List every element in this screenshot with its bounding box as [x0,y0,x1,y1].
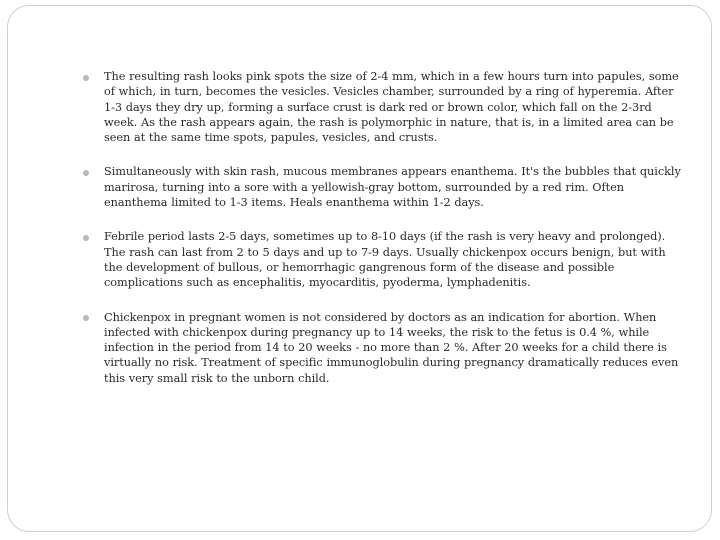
bullet-dot-icon [83,75,89,81]
bullet-list [83,69,687,386]
bullet-item-pregnancy [83,310,687,386]
slide-frame [7,5,712,532]
bullet-text: The resulting rash looks pink spots the size of 2-4 mm, which in a few hours turn into papules, some of which, in turn, becomes the vesicles. Vesicles chamber, surrounded by a ring of hyperemia. After 1-3 days they dry up, forming a surface crust is dark red or brown color, which fall on the 2-3rd week. As the rash appears again, the rash is polymorphic in nature, that is, in a limited area can be seen at the same time spots, papules, vesicles, and crusts. [104,70,679,145]
bullet-dot-icon [83,315,89,321]
bullet-text: Simultaneously with skin rash, mucous membranes appears enanthema. It's the bubbles that quickly marirosa, turning into a sore with a yellowish-gray bottom, surrounded by a red rim. Often enanthema limited to 1-3 items. Heals enanthema within 1-2 days. [104,165,681,210]
bullet-item-febrile-period [83,229,687,290]
bullet-item-rash [83,69,687,145]
bullet-text: Febrile period lasts 2-5 days, sometimes up to 8-10 days (if the rash is very heavy and prolonged). The rash can last from 2 to 5 days and up to 7-9 days. Usually chickenpox occurs benign, but with the development of bullous, or hemorrhagic gangrenous form of the disease and possible complications such as encephalitis, myocarditis, pyoderma, lymphadenitis. [104,230,666,290]
bullet-dot-icon [83,235,89,241]
bullet-text: Chickenpox in pregnant women is not considered by doctors as an indication for abortion. When infected with chickenpox during pregnancy up to 14 weeks, the risk to the fetus is 0.4 %, while infection in the period from 14 to 20 weeks - no more than 2 %. After 20 weeks for a child there is virtually no risk. Treatment of specific immunoglobulin during pregnancy dramatically reduces even this very small risk to the unborn child. [104,310,679,385]
bullet-dot-icon [83,170,89,176]
bullet-item-enanthema [83,164,687,210]
